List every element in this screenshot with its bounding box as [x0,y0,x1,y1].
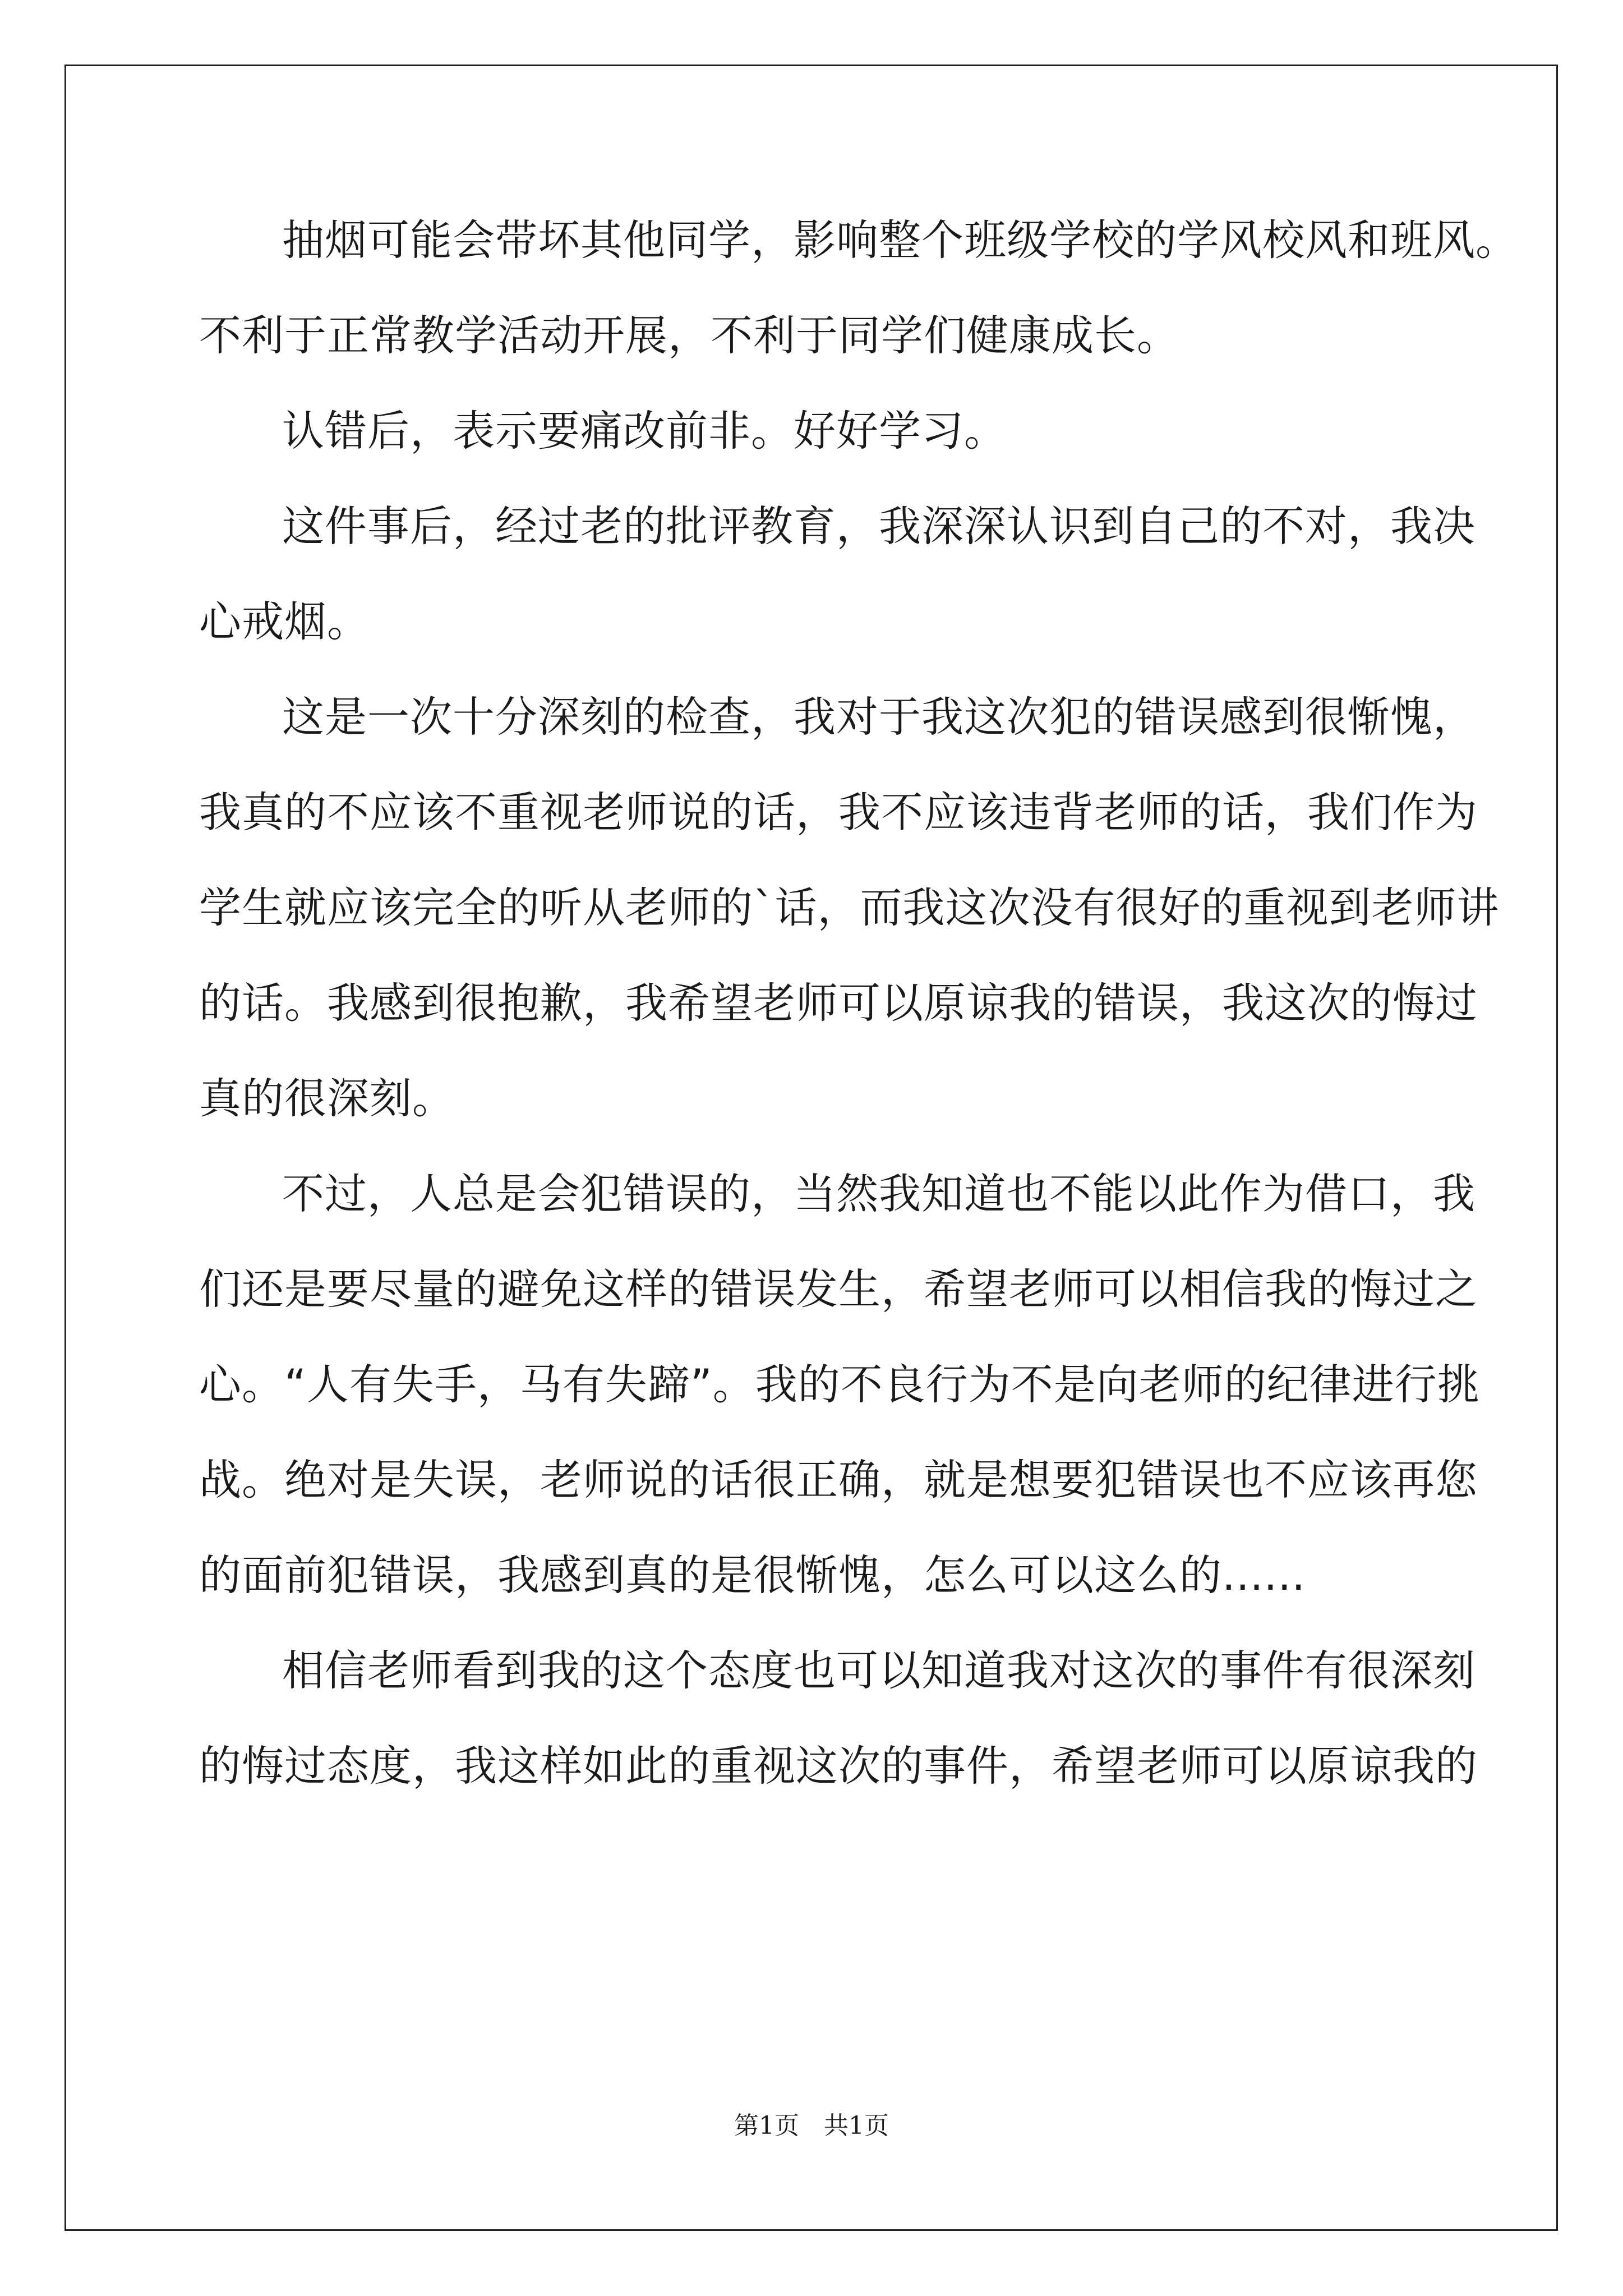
paragraph-line: 的悔过态度，我这样如此的重视这次的事件，希望老师可以原谅我的 [199,1741,1478,1791]
page-number: 第1页 共1页 [734,2111,889,2140]
paragraph-line: 相信老师看到我的这个态度也可以知道我对这次的事件有很深刻 [282,1646,1476,1695]
paragraph-line: 不过，人总是会犯错误的，当然我知道也不能以此作为借口，我 [282,1169,1476,1218]
paragraph-line: 战。绝对是失误，老师说的话很正确，就是想要犯错误也不应该再您 [199,1455,1478,1504]
paragraph-line: 的面前犯错误，我感到真的是很惭愧，怎么可以这么的...... [199,1550,1306,1600]
paragraph-line: 抽烟可能会带坏其他同学，影响整个班级学校的学风校风和班风。 [282,215,1519,265]
paragraph-line: 们还是要尽量的避免这样的错误发生，希望老师可以相信我的悔过之 [199,1264,1478,1314]
paragraph-line: 学生就应该完全的听从老师的`话，而我这次没有很好的重视到老师讲 [199,883,1500,932]
paragraph-line: 心戒烟。 [199,597,370,646]
paragraph-line: 这件事后，经过老的批评教育，我深深认识到自己的不对，我决 [282,501,1476,551]
paragraph-line: 认错后，表示要痛改前非。好好学习。 [282,406,1007,455]
paragraph-line: 真的很深刻。 [199,1074,455,1123]
paragraph-line: 我真的不应该不重视老师说的话，我不应该违背老师的话，我们作为 [199,788,1478,837]
page-border [64,65,1558,2231]
paragraph-line: 这是一次十分深刻的检查，我对于我这次犯的错误感到很惭愧， [282,692,1476,742]
paragraph-line: 的话。我感到很抱歉，我希望老师可以原谅我的错误，我这次的悔过 [199,978,1478,1028]
paragraph-line: 不利于正常教学活动开展，不利于同学们健康成长。 [199,311,1180,360]
paragraph-line: 心。“人有失手，马有失蹄”。我的不良行为不是向老师的纪律进行挑 [199,1360,1480,1409]
